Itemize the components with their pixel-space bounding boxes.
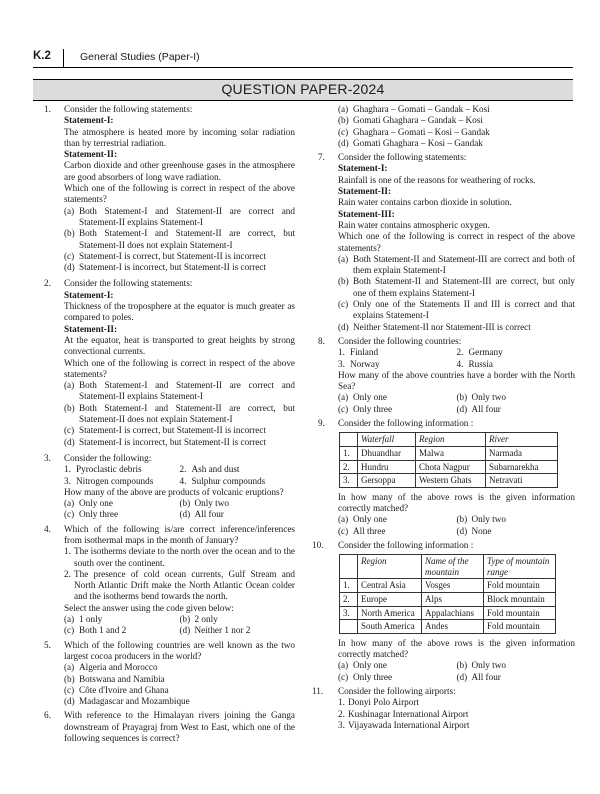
table-header-cell: Region [416,433,486,447]
item-text: Ash and dust [191,464,240,475]
option-label: (d) [64,262,75,273]
item-text: Norway [350,358,380,369]
option-label: (c) [338,671,349,682]
option-text: Neither 1 nor 2 [194,625,251,636]
question-stem: In how many of the above rows is the given information correctly matched? [338,637,575,660]
table-row [340,579,556,593]
table-header-cell [340,555,358,579]
table-row [340,620,556,634]
option [64,625,180,636]
table-header-cell: Name of the mountain [422,555,484,579]
option-label: (a) [338,514,349,525]
question-5 [33,640,295,708]
question-number: 9. [318,418,325,429]
option [338,514,457,525]
option-text: All four [194,509,224,520]
item-text: Russia [468,358,494,369]
option-row [64,498,295,509]
list-item [180,476,296,487]
question-11 [307,686,575,731]
item-number: 1. [338,697,345,708]
item-row [338,347,575,358]
page-number: K.2 [33,50,51,62]
option-text: Statement-I is correct, but Statement-II is incorrect [79,250,266,261]
option [64,425,295,436]
option-text: Algeria and Morocco [79,662,158,673]
question-6-options [307,104,575,149]
option-label: (d) [338,137,349,148]
info-table [339,554,556,634]
option-label: (b) [64,402,75,413]
option [457,404,576,415]
option-label: (c) [64,684,75,695]
option-label: (a) [64,614,75,625]
header-rule [33,67,573,68]
option [64,228,295,251]
question-intro: Consider the following: [64,452,152,463]
item-row [64,464,295,475]
item-number: 2. [64,568,71,579]
question-intro: Consider the following statements: [338,152,467,163]
question-stem: In how many of the above rows is the given information correctly matched? [338,491,575,513]
option-label: (d) [456,403,468,414]
question-intro: Consider the following statements: [64,104,193,114]
option-text: Only one [79,498,113,509]
option-label: (b) [456,392,468,403]
list-item [64,476,180,487]
table-cell: Netravati [486,474,558,488]
option-label: (a) [64,380,75,391]
option [338,254,575,277]
question-stem: Select the answer using the code given below: [64,602,234,613]
option-row [64,509,295,520]
question-number: 1. [44,104,51,114]
table-cell: Fold mountain [484,606,556,620]
table-cell: South America [358,620,422,634]
table-cell: Malwa [416,446,486,460]
option-text: Only one [353,660,387,671]
option [64,262,295,273]
option-text: Only one of the Statements II and III is correct and that explains Statement-I [353,299,575,321]
option-label: (b) [338,115,349,126]
option [338,526,457,537]
item-row [64,476,295,487]
option-text: Only one [353,514,387,525]
option-text: Only two [471,392,506,403]
statement-text: Carbon dioxide and other greenhouse gases in the atmosphere are good absorbers of long wave radiation. [64,160,295,182]
question-intro: Consider the following airports: [338,685,456,696]
option-text: Only two [471,514,506,525]
option-text: Statement-I is incorrect, but Statement-II is correct [79,436,266,447]
option-row [338,526,575,537]
list-item [338,697,575,708]
question-3 [33,453,295,521]
option-text: Both Statement-I and Statement-II are correct, but Statement-II does not explain Statement-I [79,402,295,425]
option [64,685,295,696]
list-item [457,359,576,370]
table-header-cell: Waterfall [358,433,416,447]
question-number: 5. [44,639,51,650]
option [338,404,457,415]
option-text: Neither Statement-II nor Statement-III is correct [353,321,531,332]
option [457,672,576,683]
table-cell [340,620,358,634]
table-header-cell: Region [358,555,422,579]
table-cell: Vosges [422,579,484,593]
page-header [33,50,573,68]
question-stem: Which one of the following is correct in respect of the above statements? [64,357,295,379]
item-row [338,359,575,370]
item-number: 3. [64,475,71,486]
option [64,403,295,426]
item-number: 4. [456,358,464,369]
table-header-row [340,555,556,579]
question-9 [307,418,575,537]
statement-label: Statement-II: [64,323,118,334]
question-stem: How many of the above countries have a border with the North Sea? [338,369,575,392]
question-intro: Which of the following countries are well known as the two largest cocoa producers in the world? [64,639,295,661]
table-row [340,460,558,474]
option [180,614,296,625]
question-intro: Consider the following countries: [338,335,462,346]
option-row [338,660,575,671]
list-item [180,464,296,475]
statement-label: Statement-II: [64,149,118,160]
option-text: Ghaghara – Gomati – Gandak – Kosi [353,104,490,114]
option-row [338,392,575,403]
table-cell: 1. [340,579,358,593]
table-header-cell: Type of mountain range [484,555,556,579]
table-cell: Western Ghats [416,474,486,488]
question-stem: How many of the above are products of volcanic eruptions? [64,486,284,497]
option-label: (d) [179,509,191,520]
table-cell: Europe [358,592,422,606]
question-number: 11. [312,685,324,696]
option [64,662,295,673]
right-column [307,104,575,731]
statement-label: Statement-I: [64,115,114,126]
option-label: (d) [64,696,75,707]
question-number: 2. [44,278,51,289]
question-number: 6. [44,710,51,721]
option-label: (c) [64,250,75,261]
option [64,206,295,229]
option-label: (c) [338,525,349,536]
option [457,392,576,403]
option-label: (c) [64,509,75,520]
option-label: (a) [64,205,75,216]
question-6 [33,710,295,744]
option-label: (b) [64,228,75,239]
statement-text: Rain water contains atmospheric oxygen. [338,219,490,230]
option [338,392,457,403]
statement-text: At the equator, heat is transported to great heights by strong convectional currents. [64,334,295,357]
table-cell: Fold mountain [484,620,556,634]
left-column [33,104,295,744]
option [338,276,575,299]
option [338,127,575,138]
item-number: 1. [338,347,345,358]
option-label: (b) [456,660,468,671]
table-cell: Narmada [486,446,558,460]
option-text: All four [471,403,501,414]
item-number: 2. [456,347,464,358]
option [338,115,575,126]
question-8 [307,336,575,415]
option [338,672,457,683]
option-text: 1 only [79,614,103,625]
option-row [64,614,295,625]
option [338,138,575,149]
table-header-cell [340,433,358,447]
option [64,498,180,509]
list-item [64,464,180,475]
option-label: (c) [64,625,75,636]
table-cell: Fold mountain [484,579,556,593]
option-label: (c) [338,126,349,137]
statement-label: Statement-I: [64,289,114,300]
option [64,251,295,262]
option-text: Both 1 and 2 [79,625,127,636]
table-cell: Chota Nagpur [416,460,486,474]
item-text: Kushinagar International Airport [348,708,469,719]
option [64,674,295,685]
table-cell: Block mountain [484,592,556,606]
question-7 [307,152,575,333]
option-text: All three [353,525,386,536]
option-label: (c) [338,299,349,310]
table-cell: Appalachians [422,606,484,620]
option-text: Gomati Ghaghara – Gandak – Kosi [353,115,483,126]
item-text: Vijayawada International Airport [348,719,470,730]
table-row [340,606,556,620]
option [180,498,296,509]
table-cell: Central Asia [358,579,422,593]
option [180,625,296,636]
option-label: (c) [64,425,75,436]
item-text: The isotherms deviate to the north over the ocean and to the south over the continent. [74,546,295,568]
item-number: 3. [338,358,345,369]
option [457,514,576,525]
question-intro: Consider the following information : [338,539,474,550]
table-cell: 1. [340,446,358,460]
table-cell: 2. [340,460,358,474]
question-intro: With reference to the Himalayan rivers joining the Ganga downstream of Prayagraj from West to East, which one of the following sequences is correct? [64,710,295,744]
item-text: Pyroclastic debris [76,464,142,475]
option-label: (b) [338,276,349,287]
option-row [338,672,575,683]
list-item [457,347,576,358]
list-item [338,347,457,358]
option-text: Botswana and Namibia [79,673,165,684]
option-label: (d) [338,321,349,332]
item-number: 2. [179,464,187,475]
option [338,660,457,671]
question-number: 3. [44,452,51,463]
table-cell: 3. [340,474,358,488]
option [64,437,295,448]
question-number: 8. [318,335,325,346]
option-row [338,514,575,525]
table-cell: Andes [422,620,484,634]
option-text: Both Statement-I and Statement-II are correct, but Statement-II does not explain Statement-I [79,228,295,250]
table-row [340,474,558,488]
option-text: Madagascar and Mozambique [79,696,190,707]
title-banner [33,79,573,101]
option-label: (a) [64,498,75,509]
item-text: Sulphur compounds [191,475,266,486]
table-header-row [340,433,558,447]
item-text: Nitrogen compounds [76,475,154,486]
option-text: Gomati Ghaghara – Kosi – Gandak [353,137,483,148]
option-text: Only one [353,392,387,403]
list-item [338,720,575,731]
table-row [340,592,556,606]
option [457,660,576,671]
question-number: 7. [318,152,325,163]
question-stem: Which one of the following is correct in respect of the above statements? [338,231,575,253]
option [64,614,180,625]
option-label: (b) [179,498,191,509]
list-item [64,546,295,569]
option-label: (b) [456,514,468,525]
table-cell: Subarnarekha [486,460,558,474]
item-number: 3. [338,719,345,730]
option-text: Côte d'Ivoire and Ghana [79,684,169,695]
option-row [338,404,575,415]
item-text: Donyi Polo Airport [348,697,419,708]
question-intro: Which of the following is/are correct inference/inferences from isothermal maps in the month of January? [64,523,295,545]
item-text: Germany [468,347,503,358]
option [64,509,180,520]
list-item [64,569,295,603]
option-text: Statement-I is incorrect, but Statement-II is correct [79,262,266,273]
question-number: 10. [312,539,324,550]
list-item [338,709,575,720]
question-2 [33,278,295,447]
option-label: (a) [338,104,349,114]
option-text: All four [471,671,501,682]
option [338,322,575,333]
option-text: Both Statement-II and Statement-III are correct and both of them explain Statement-I [353,253,575,276]
table-row [340,446,558,460]
option-text: Only three [79,509,119,520]
option-text: Ghaghara – Gomati – Kosi – Gandak [353,126,490,137]
statement-text: Rainfall is one of the reasons for weathering of rocks. [338,174,536,185]
question-number: 4. [44,523,51,534]
option-text: Only three [353,403,393,414]
option-text: Statement-I is correct, but Statement-II is incorrect [79,425,266,436]
option-text: Only three [353,671,393,682]
question-intro: Consider the following information : [338,418,474,429]
option-text: None [471,525,492,536]
page-title: QUESTION PAPER-2024 [221,81,385,97]
question-stem: Which one of the following is correct in respect of the above statements? [64,183,295,205]
item-text: Finland [350,347,379,358]
option-label: (d) [456,525,468,536]
statement-label: Statement-II: [338,186,392,197]
item-number: 1. [64,464,71,475]
table-cell: Gersoppa [358,474,416,488]
header-separator [63,49,64,68]
statement-text: Rain water contains carbon dioxide in solution. [338,197,512,208]
statement-label: Statement-I: [338,163,388,174]
table-cell: Alps [422,592,484,606]
option-label: (a) [338,253,349,264]
question-10 [307,540,575,683]
option-label: (d) [456,671,468,682]
option-label: (d) [64,436,75,447]
option-text: Both Statement-I and Statement-II are correct and Statement-II explains Statement-I [79,380,295,402]
option-text: Only two [471,660,506,671]
table-header-cell: River [486,433,558,447]
item-number: 4. [179,475,187,486]
table-cell: Dhuandhar [358,446,416,460]
option-label: (b) [179,614,191,625]
option [180,509,296,520]
table-cell: 2. [340,592,358,606]
statement-text: Thickness of the troposphere at the equator is much greater as compared to poles. [64,301,295,323]
statement-label: Statement-III: [338,208,395,219]
book-title: General Studies (Paper-I) [80,51,200,63]
question-4 [33,524,295,637]
option-label: (d) [179,625,191,636]
option-row [64,625,295,636]
option [338,299,575,322]
table-cell: 3. [340,606,358,620]
item-number: 2. [338,708,345,719]
statement-text: The atmosphere is heated more by incoming solar radiation than by terrestrial radiation. [64,126,295,148]
option [338,104,575,115]
option [457,526,576,537]
question-1 [33,104,295,273]
table-cell: Hundru [358,460,416,474]
option-label: (c) [338,403,349,414]
option-text: Both Statement-I and Statement-II are correct and Statement-II explains Statement-I [79,205,295,227]
list-item [338,359,457,370]
option [64,696,295,707]
option-text: Only two [194,498,229,509]
option-text: Both Statement-II and Statement-III are correct, but only one of them explains Statement-I [353,276,575,298]
item-number: 1. [64,546,71,557]
table-cell: North America [358,606,422,620]
info-table [339,432,558,487]
option-label: (b) [64,673,75,684]
item-text: The presence of cold ocean currents, Gulf Stream and North Atlantic Drift make the North Atlantic Ocean colder and the isotherms bend towards the north. [74,568,295,602]
question-intro: Consider the following statements: [64,278,193,289]
option-label: (a) [64,662,75,673]
option-label: (a) [338,660,349,671]
option-label: (a) [338,392,349,403]
option [64,380,295,403]
option-text: 2 only [194,614,218,625]
